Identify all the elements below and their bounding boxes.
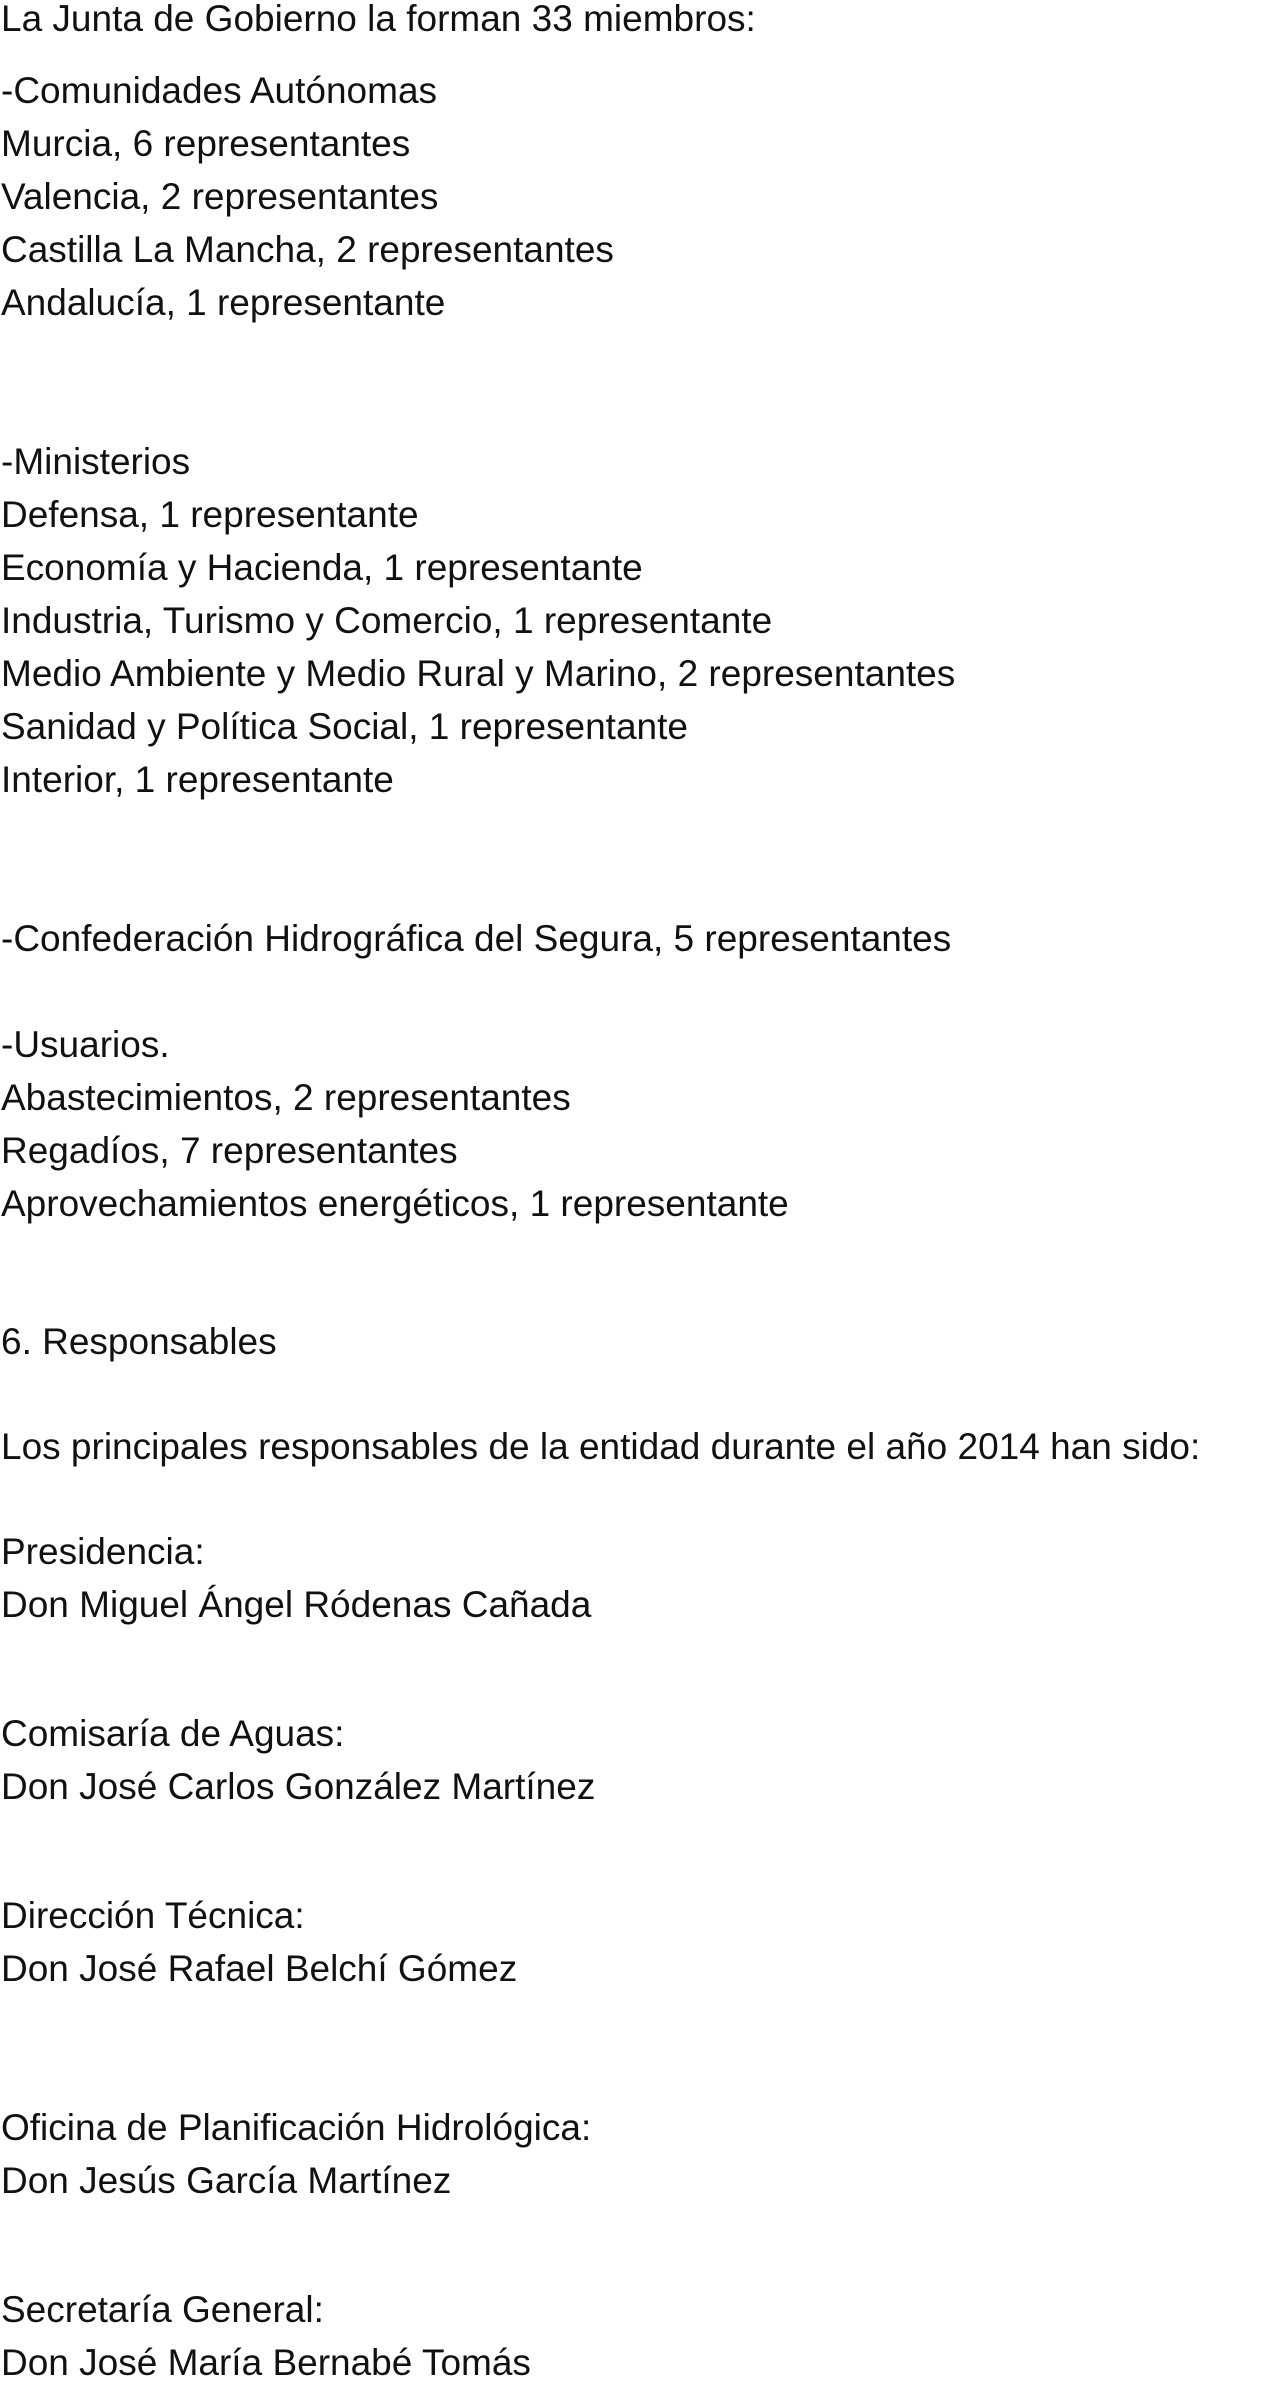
ministerio-item: Defensa, 1 representante xyxy=(1,494,419,535)
usuario-item: Regadíos, 7 representantes xyxy=(1,1130,458,1171)
confederacion-line: -Confederación Hidrográfica del Segura, 5 representantes xyxy=(1,918,952,959)
responsable-role: Oficina de Planificación Hidrológica: xyxy=(1,2107,592,2148)
ministerio-item: Medio Ambiente y Medio Rural y Marino, 2 representantes xyxy=(1,653,956,694)
responsable-name: Don José Rafael Belchí Gómez xyxy=(1,1948,518,1989)
ccaa-item: Castilla La Mancha, 2 representantes xyxy=(1,229,614,270)
ministerio-item: Industria, Turismo y Comercio, 1 representante xyxy=(1,600,773,641)
usuarios-heading: -Usuarios. xyxy=(1,1024,170,1065)
junta-intro: La Junta de Gobierno la forman 33 miembros: xyxy=(1,0,756,39)
responsable-name: Don Jesús García Martínez xyxy=(1,2160,452,2201)
ccaa-item: Valencia, 2 representantes xyxy=(1,176,439,217)
responsable-role: Presidencia: xyxy=(1,1531,205,1572)
ccaa-heading: -Comunidades Autónomas xyxy=(1,70,438,111)
responsable-name: Don José Carlos González Martínez xyxy=(1,1766,596,1807)
ccaa-item: Murcia, 6 representantes xyxy=(1,123,411,164)
responsable-role: Dirección Técnica: xyxy=(1,1895,305,1936)
ministerio-item: Economía y Hacienda, 1 representante xyxy=(1,547,643,588)
usuario-item: Aprovechamientos energéticos, 1 representante xyxy=(1,1183,789,1224)
section-heading-responsables: 6. Responsables xyxy=(1,1321,277,1362)
ministerio-item: Sanidad y Política Social, 1 representante xyxy=(1,706,688,747)
ministerios-heading: -Ministerios xyxy=(1,441,191,482)
responsables-intro: Los principales responsables de la entidad durante el año 2014 han sido: xyxy=(1,1426,1201,1467)
ccaa-item: Andalucía, 1 representante xyxy=(1,282,446,323)
responsable-role: Comisaría de Aguas: xyxy=(1,1713,345,1754)
responsable-name: Don José María Bernabé Tomás xyxy=(1,2342,531,2383)
usuario-item: Abastecimientos, 2 representantes xyxy=(1,1077,571,1118)
responsable-role: Secretaría General: xyxy=(1,2289,324,2330)
ministerio-item: Interior, 1 representante xyxy=(1,759,394,800)
responsable-name: Don Miguel Ángel Ródenas Cañada xyxy=(1,1584,592,1625)
